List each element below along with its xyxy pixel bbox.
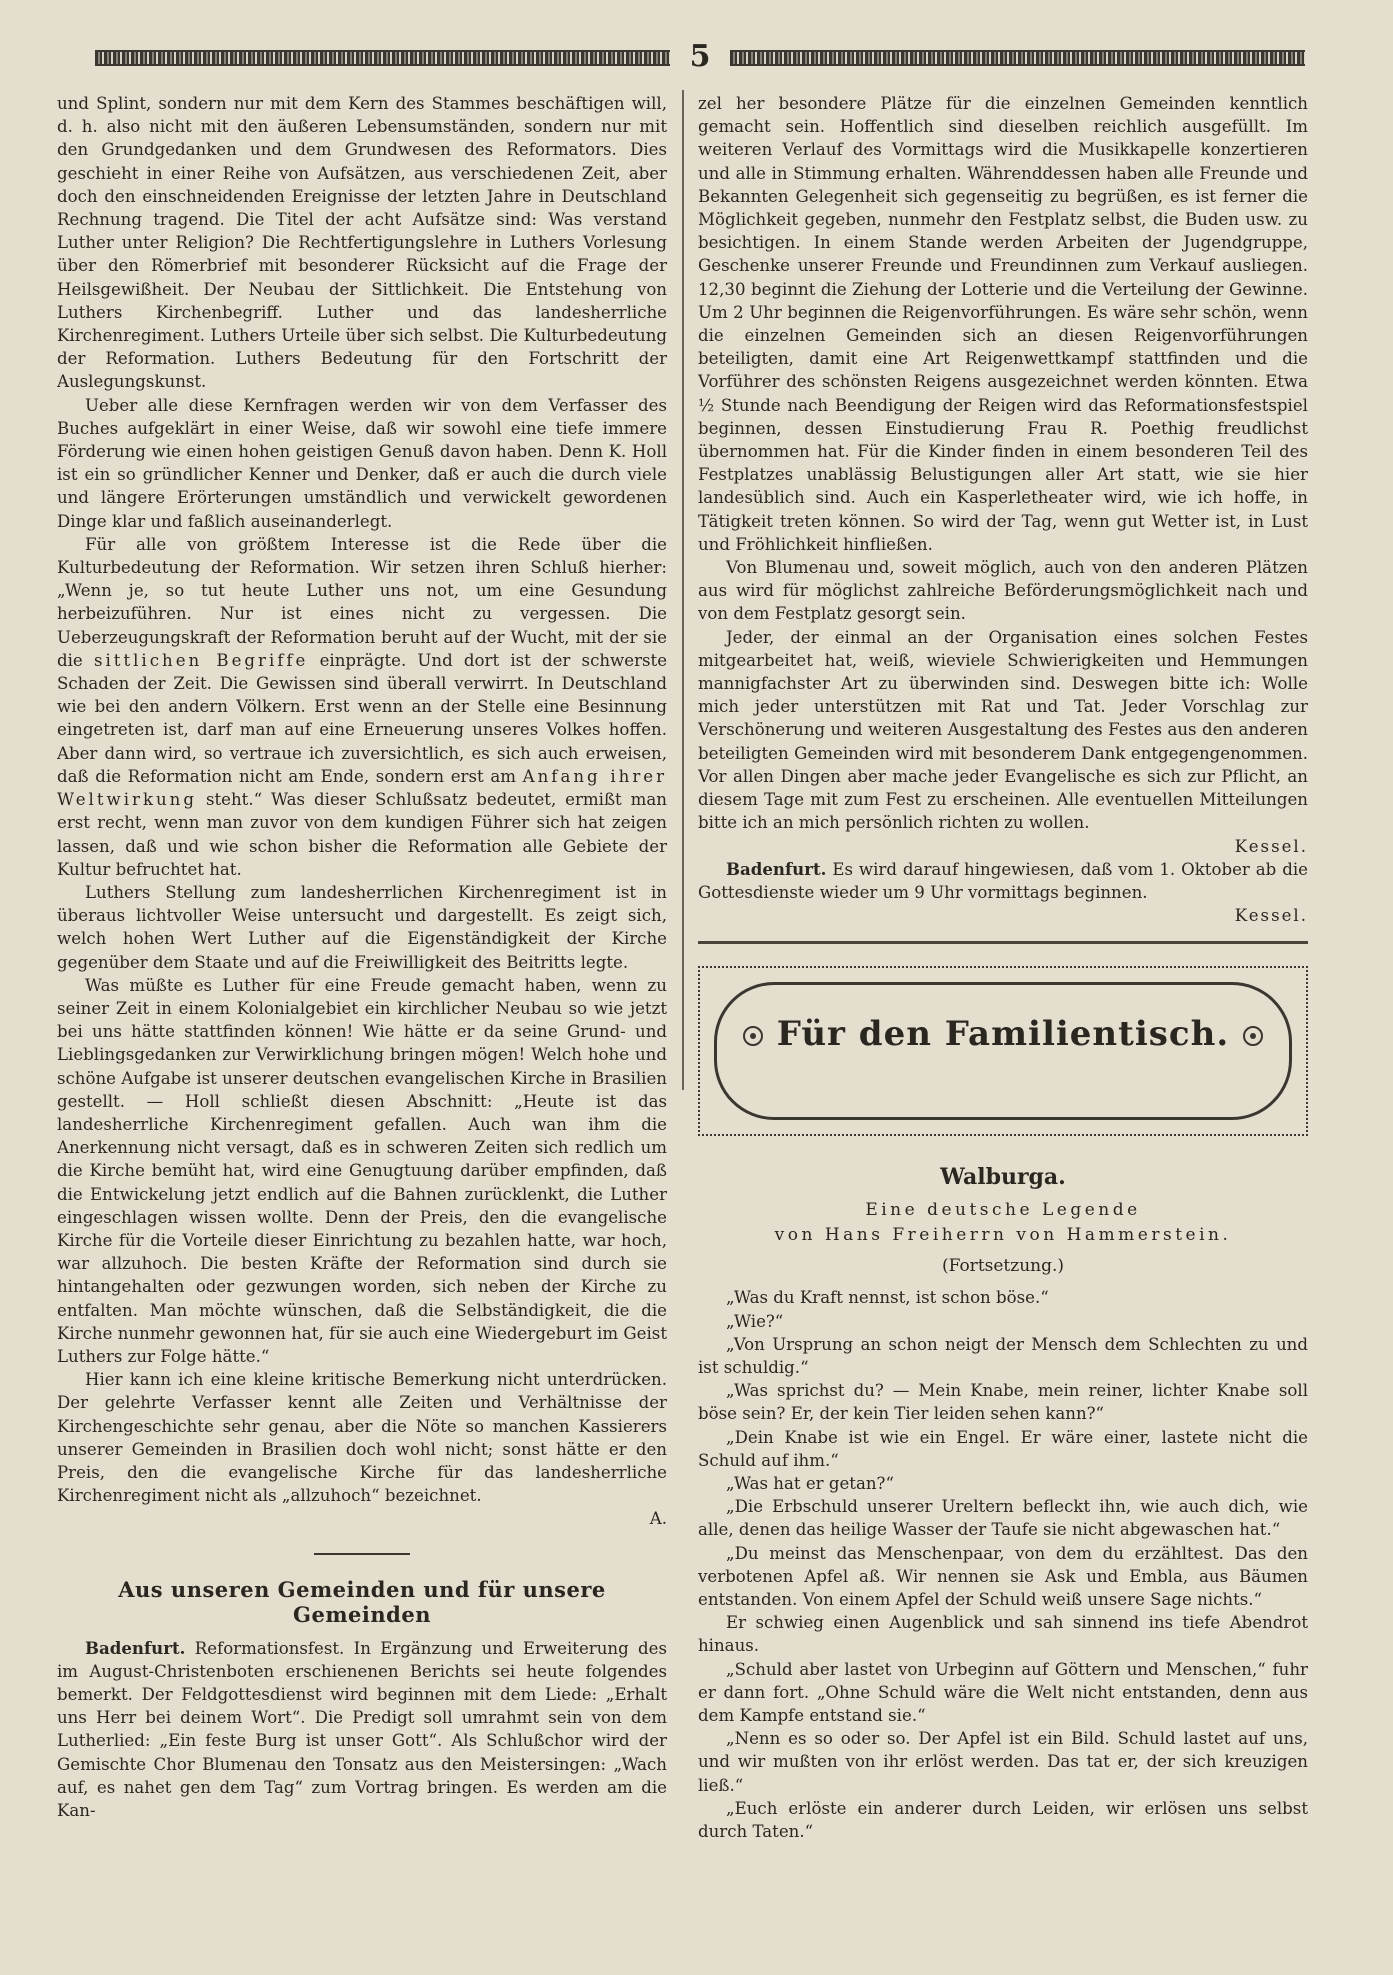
spaced-emphasis: sittlichen Begriffe <box>93 650 309 670</box>
story-dialogue: „Dein Knabe ist wie ein Engel. Er wäre einer, lastete nicht die Schuld auf ihm.“ <box>698 1427 1308 1470</box>
page-number: 5 <box>689 39 711 74</box>
book-review-paragraph: Ueber alle diese Kernfragen werden wir von dem Verfasser des Buches aufgeklärt in einer Weise, daß wir sowohl eine tiefe immere Förderung wie einen hohen geistigen Genuß davon haben. Denn K. Holl ist ein so gründlicher Kenner und Denker, daß er auch die durch viele und längere Erörterungen umständlich und verwickelt gewordenen Dinge klar und faßlich auseinanderlegt. <box>57 395 667 531</box>
feature-title-box <box>698 966 1308 1136</box>
page-header <box>95 39 1305 74</box>
story-title: Walburga. <box>940 1164 1066 1191</box>
left-column <box>57 92 667 1952</box>
story-dialogue: „Euch erlöste ein anderer durch Leiden, wir erlösen uns selbst durch Taten.“ <box>698 1798 1308 1841</box>
story-author: von Hans Freiherrn von Hammerstein. <box>774 1225 1232 1246</box>
story-dialogue: „Was hat er getan?“ <box>726 1473 894 1493</box>
parish-news-paragraph: Badenfurt. Es wird darauf hingewiesen, daß vom 1. Oktober ab die Gottesdienste wieder um 9 Uhr vormittags beginnen. <box>698 858 1308 902</box>
section-heading: Aus unseren Gemeinden und für unsere Gemeinden <box>118 1576 606 1627</box>
story-subtitle: Eine deutsche Legende <box>865 1200 1141 1221</box>
book-review-paragraph: und Splint, sondern nur mit dem Kern des Stammes beschäftigen will, d. h. also nicht mit den äußeren Lebensumständen, sondern nur mit den Grundgedanken und dem Grundwesen des Reformators. Dies geschieht in einer Reihe von Aufsätzen, aus verschiedenen Zeit, aber doch den einschneidenden Ereignisse der letzten Jahre in Deutschland Rechnung tragend. Die Titel der acht Aufsätze sind: Was verstand Luther unter Religion? Die Rechtfertigungslehre in Luthers Vorlesung über den Römerbrief mit besonderer Rücksicht auf die Frage der Heilsgewißheit. Der Neubau der Sittlichkeit. Die Entstehung von Luthers Kirchenbegriff. Luther und das landesherrliche Kirchenregiment. Luthers Urteile über sich selbst. Die Kulturbedeutung der Reformation. Luthers Bedeutung für den Fortschritt der Auslegungskunst. <box>57 94 667 392</box>
parish-news-paragraph: Jeder, der einmal an der Organisation eines solchen Festes mitgearbeitet hat, weiß, wieviele Schwierigkeiten und Hemmungen mannigfachster Art zu überwinden sind. Deswegen bitte ich: Wolle mich jeder unterstützen mit Rat und Tat. Jeder Vorschlag zur Verschönerung und weiteren Ausgestaltung des Festes aus den anderen beteiligten Gemeinden wird mit besonderem Dank entgegengenommen. Vor allen Dingen aber mache jeder Evangelische es sich zur Pflicht, an diesem Tage mit zum Fest zu erscheinen. Alle eventuellen Mitteilungen bitte ich an mich persönlich richten zu wollen. <box>698 627 1308 833</box>
ornament-dot-icon <box>743 1026 763 1046</box>
section-divider <box>314 1553 410 1555</box>
section-divider <box>698 941 1308 944</box>
story-dialogue: „Die Erbschuld unserer Ureltern befleckt ihn, wie auch dich, wie alle, denen das heilige Wasser der Taufe sie nicht abgewaschen hat.“ <box>698 1497 1308 1540</box>
author-signature: Kessel. <box>1234 836 1308 856</box>
header-ornament-left <box>95 50 670 66</box>
author-signature: A. <box>649 1509 667 1529</box>
ornament-dot-icon <box>1243 1026 1263 1046</box>
parish-news-paragraph: zel her besondere Plätze für die einzelnen Gemeinden kenntlich gemacht sein. Hoffentlich sind dieselben reichlich ausgefüllt. Im weiteren Verlauf des Vormittags wird die Musikkapelle konzertieren und alle in Stimmung erhalten. Währenddessen haben alle Freunde und Bekannten Gelegenheit sich gegenseitig zu begrüßen, es ist ferner die Möglichkeit gegeben, nunmehr den Festplatz selbst, die Buden usw. zu besichtigen. In einem Stande werden Arbeiten der Jugendgruppe, Geschenke unserer Freunde und Freundinnen zum Verkauf ausliegen. 12,30 beginnt die Ziehung der Lotterie und die Verteilung der Gewinne. Um 2 Uhr beginnen die Reigenvorführungen. Es wäre sehr schön, wenn die einzelnen Gemeinden sich an diesen Reigenvorführungen beteiligten, damit eine Art Reigenwettkampf stattfinden und die Vorführer des schönsten Reigens ausgezeichnet werden könnten. Etwa ½ Stunde nach Beendigung der Reigen wird das Reformationsfestspiel beginnen, dessen Einstudierung Frau R. Poethig freudlichst übernommen hat. Für die Kinder finden in einem besonderen Teil des Festplatzes unablässig Belustigungen aller Art statt, wie sie hier landesüblich sind. Auch ein Kasperletheater wird, wie ich hoffe, in Tätigkeit treten können. So wird der Tag, wenn gut Wetter ist, in Lust und Fröhlichkeit hinfließen. <box>698 94 1308 554</box>
book-review-paragraph: Für alle von größtem Interesse ist die Rede über die Kulturbedeutung der Reformation. Wir setzen ihren Schluß hierher: „Wenn je, so tut heute Luther uns not, um eine Gesundung herbeizuführen. Nur ist eines nicht zu vergessen. Die Ueberzeugungskraft der Reformation beruht auf der Wucht, mit der sie die sittlichen Begriffe einprägte. Und dort ist der schwerste Schaden der Zeit. Die Gewissen sind überall verwirrt. In Deutschland wie bei den andern Völkern. Erst wenn an der Stelle eine Besinnung eingetreten ist, darf man auf eine Erneuerung unseres Volkes hoffen. Aber dann wird, so vertraue ich zuversichtlich, es sich auch erweisen, daß die Reformation nicht am Ende, sondern erst am Anfang ihrer Weltwirkung steht.“ Was dieser Schlußsatz bedeutet, ermißt man erst recht, wenn man zuvor von dem kundigen Führer sich hat zeigen lassen, daß und wie schon bisher die Reformation alle Gebiete der Kultur befruchtet hat. <box>57 534 667 879</box>
story-dialogue: „Du meinst das Menschenpaar, von dem du erzähltest. Das den verbotenen Apfel aß. Wir nennen sie Ask und Embla, aus Bäumen entstanden. Von einem Apfel der Schuld weiß unsere Sage nichts.“ <box>698 1543 1308 1609</box>
story-dialogue: „Wie?“ <box>726 1311 784 1331</box>
header-ornament-right <box>730 50 1305 66</box>
place-name: Badenfurt. <box>85 1637 186 1658</box>
story-dialogue: „Nenn es so oder so. Der Apfel ist ein Bild. Schuld lastet auf uns, und wir mußten von ihr erlöst werden. Das tat er, der sich kreuzigen ließ.“ <box>698 1729 1308 1795</box>
parish-news-paragraph: Von Blumenau und, soweit möglich, auch von den anderen Plätzen aus wird für möglichst zahlreiche Beförderungsmöglichkeit nach und von dem Festplatz gesorgt sein. <box>698 558 1308 624</box>
place-name: Badenfurt. <box>726 858 827 879</box>
book-review-paragraph: Luthers Stellung zum landesherrlichen Kirchenregiment ist in überaus lichtvoller Weise untersucht und dargestellt. Es zeigt sich, welch hohen Wert Luther auf die Eigenständigkeit der Kirche gegenüber dem Staate und auf die Freiwilligkeit des Beitritts legte. <box>57 882 667 972</box>
book-review-paragraph: Hier kann ich eine kleine kritische Bemerkung nicht unterdrücken. Der gelehrte Verfasser kennt alle Zeiten und Verhältnisse der Kirchengeschichte sehr genau, aber die Nöte so manchen Kassierers unserer Gemeinden in Brasilien doch wohl nicht; sonst hätte er den Preis, den die evangelische Kirche für das landesherrliche Kirchenregiment nicht als „allzuhoch“ bezeichnet. <box>57 1370 667 1506</box>
continuation-note: (Fortsetzung.) <box>941 1256 1065 1277</box>
author-signature: Kessel. <box>1234 906 1308 926</box>
story-dialogue: „Von Ursprung an schon neigt der Mensch dem Schlechten zu und ist schuldig.“ <box>698 1334 1308 1377</box>
parish-news-paragraph: Badenfurt. Reformationsfest. In Ergänzung und Erweiterung des im August-Christenboten erschienenen Berichts sei heute folgendes bemerkt. Der Feldgottesdienst wird beginnen mit dem Liede: „Erhalt uns Herr bei deinem Wort“. Die Predigt soll umrahmt sein von dem Lutherlied: „Ein feste Burg ist unser Gott“. Als Schlußchor wird der Gemischte Chor Blumenau den Tonsatz aus den Meistersingen: „Wach auf, es nahet gen dem Tag“ zum Vortrag bringen. Es werden am die Kan- <box>57 1637 667 1821</box>
feature-title: Für den Familientisch. <box>700 1014 1306 1054</box>
spaced-emphasis: Anfang ihrer Weltwirkung <box>57 766 667 810</box>
story-dialogue: „Was du Kraft nennst, ist schon böse.“ <box>726 1288 1049 1308</box>
book-review-paragraph: Was müßte es Luther für eine Freude gemacht haben, wenn zu seiner Zeit in einem Kolonialgebiet ein kirchlicher Neubau so wie jetzt bei uns hätte stattfinden können! Wie hätte er da seine Grund- und Lieblingsgedanken zur Verwirklichung bringen mögen! Welch hohe und schöne Aufgabe ist unserer deutschen evangelischen Kirche in Brasilien gestellt. — Holl schließt diesen Abschnitt: „Heute ist das landesherrliche Kirchenregiment gefallen. Auch wan ihm die Anerkennung nicht versagt, daß es in schweren Zeiten sich redlich um die Kirche bemüht hat, wird eine Genugtuung darüber empfinden, daß die Entwickelung jetzt endlich auf die Bahnen zurücklenkt, die Luther eingeschlagen wissen wollte. Denn der Preis, den die evangelische Kirche für die Vorteile dieser Einrichtung zu bezahlen hatte, war hoch, war allzuhoch. Die besten Kräfte der Reformation sind durch sie hintangehalten oder gezwungen worden, sich neben der Kirche zu entfalten. Man möchte wünschen, daß die Selbständigkeit, die die Kirche nunmehr gewonnen hat, für sie auch eine Wiedergeburt im Geist Luthers zur Folge hätte.“ <box>57 975 667 1366</box>
column-divider <box>682 90 684 1090</box>
story-dialogue: „Schuld aber lastet von Urbeginn auf Göttern und Menschen,“ fuhr er dann fort. „Ohne Schuld wäre die Welt nicht entstanden, denn aus dem Kampfe entstand sie.“ <box>698 1659 1308 1725</box>
story-dialogue: Er schwieg einen Augenblick und sah sinnend ins tiefe Abendrot hinaus. <box>698 1613 1308 1656</box>
right-column <box>698 92 1308 1952</box>
story-dialogue: „Was sprichst du? — Mein Knabe, mein reiner, lichter Knabe soll böse sein? Er, der kein Tier leiden sehen kann?“ <box>698 1381 1308 1424</box>
